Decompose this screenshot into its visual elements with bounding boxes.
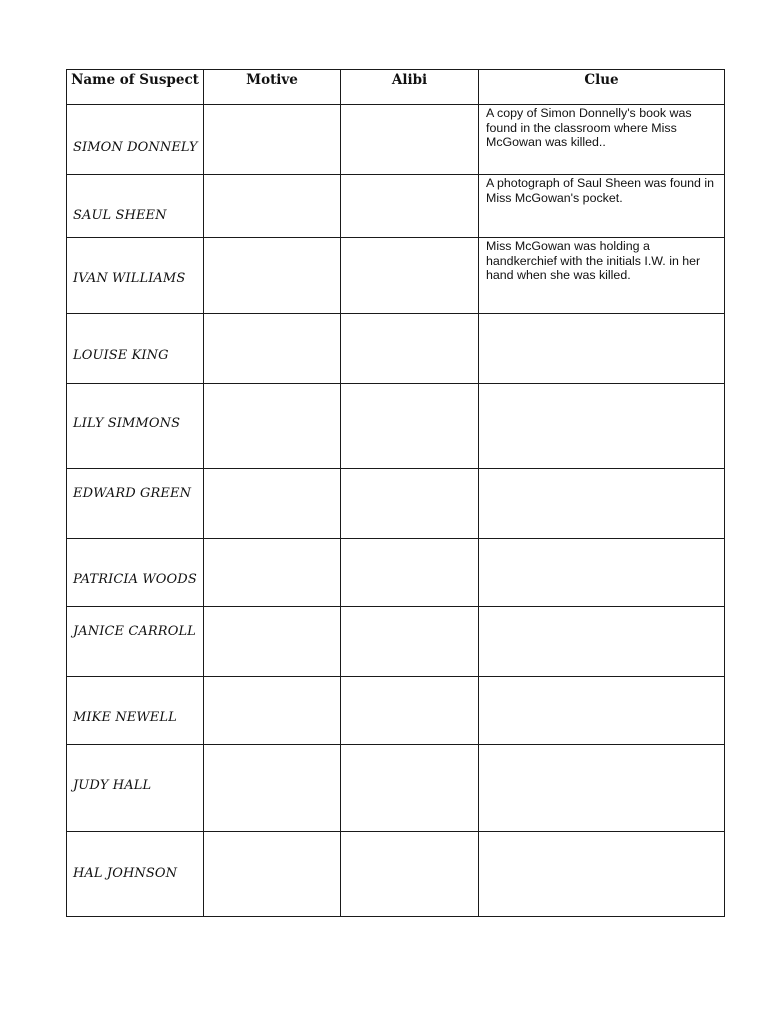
suspect-name-cell (67, 314, 204, 384)
alibi-cell[interactable] (341, 175, 479, 238)
table-row (67, 105, 725, 175)
suspect-name: JANICE CARROLL (73, 624, 196, 639)
clue-cell[interactable] (479, 175, 725, 238)
table-row (67, 607, 725, 677)
table-row (67, 238, 725, 314)
suspect-name: PATRICIA WOODS (73, 572, 197, 587)
clue-cell[interactable] (479, 238, 725, 314)
clue-cell[interactable] (479, 539, 725, 607)
clue-cell[interactable] (479, 314, 725, 384)
clue-text (479, 314, 724, 315)
alibi-cell[interactable] (341, 105, 479, 175)
table-row (67, 469, 725, 539)
clue-text: Miss McGowan was holding a handkerchief with the initials I.W. in her hand when she was killed. (486, 239, 701, 282)
suspect-table (66, 69, 725, 917)
motive-cell[interactable] (204, 469, 341, 539)
clue-text: A photograph of Saul Sheen was found in Miss McGowan's pocket. (486, 176, 715, 205)
clue-cell[interactable] (479, 832, 725, 917)
motive-cell[interactable] (204, 238, 341, 314)
clue-text (479, 745, 724, 746)
table-row (67, 314, 725, 384)
suspect-name-cell (67, 539, 204, 607)
suspect-name: IVAN WILLIAMS (73, 271, 186, 286)
motive-cell[interactable] (204, 832, 341, 917)
clue-cell[interactable] (479, 607, 725, 677)
clue-text: A copy of Simon Donnelly's book was found in the classroom where Miss McGowan was killed.. (486, 106, 692, 149)
table-row (67, 539, 725, 607)
table-row (67, 384, 725, 469)
suspect-name: SAUL SHEEN (73, 208, 167, 223)
alibi-cell[interactable] (341, 238, 479, 314)
suspect-name-cell (67, 105, 204, 175)
suspect-name-cell (67, 469, 204, 539)
table-row (67, 677, 725, 745)
clue-text (479, 539, 724, 540)
suspect-name-cell (67, 832, 204, 917)
clue-text (479, 384, 724, 385)
motive-cell[interactable] (204, 607, 341, 677)
suspect-name-cell (67, 175, 204, 238)
header-alibi: Alibi (341, 70, 479, 105)
clue-cell[interactable] (479, 384, 725, 469)
motive-cell[interactable] (204, 745, 341, 832)
alibi-cell[interactable] (341, 539, 479, 607)
header-clue: Clue (479, 70, 725, 105)
motive-cell[interactable] (204, 105, 341, 175)
suspect-name: EDWARD GREEN (73, 486, 192, 501)
alibi-cell[interactable] (341, 607, 479, 677)
suspect-name: HAL JOHNSON (73, 866, 178, 881)
alibi-cell[interactable] (341, 314, 479, 384)
suspect-name: MIKE NEWELL (73, 710, 177, 725)
clue-cell[interactable] (479, 469, 725, 539)
suspect-name: LILY SIMMONS (73, 416, 181, 431)
clue-text (479, 832, 724, 833)
clue-cell[interactable] (479, 677, 725, 745)
header-name-of-suspect: Name of Suspect (67, 70, 204, 105)
alibi-cell[interactable] (341, 384, 479, 469)
suspect-name: JUDY HALL (73, 778, 152, 793)
motive-cell[interactable] (204, 539, 341, 607)
alibi-cell[interactable] (341, 469, 479, 539)
alibi-cell[interactable] (341, 745, 479, 832)
clue-cell[interactable] (479, 745, 725, 832)
suspect-name-cell (67, 384, 204, 469)
clue-cell[interactable] (479, 105, 725, 175)
header-row (67, 70, 725, 105)
suspect-name-cell (67, 238, 204, 314)
table-row (67, 175, 725, 238)
clue-text (479, 469, 724, 470)
table-row (67, 745, 725, 832)
motive-cell[interactable] (204, 314, 341, 384)
suspect-name-cell (67, 677, 204, 745)
clue-text (479, 677, 724, 678)
header-motive: Motive (204, 70, 341, 105)
suspect-name: SIMON DONNELY (73, 140, 198, 155)
table-row (67, 832, 725, 917)
suspect-name-cell (67, 745, 204, 832)
motive-cell[interactable] (204, 677, 341, 745)
motive-cell[interactable] (204, 384, 341, 469)
suspect-name: LOUISE KING (73, 348, 169, 363)
clue-text (479, 607, 724, 608)
alibi-cell[interactable] (341, 677, 479, 745)
motive-cell[interactable] (204, 175, 341, 238)
suspect-name-cell (67, 607, 204, 677)
alibi-cell[interactable] (341, 832, 479, 917)
